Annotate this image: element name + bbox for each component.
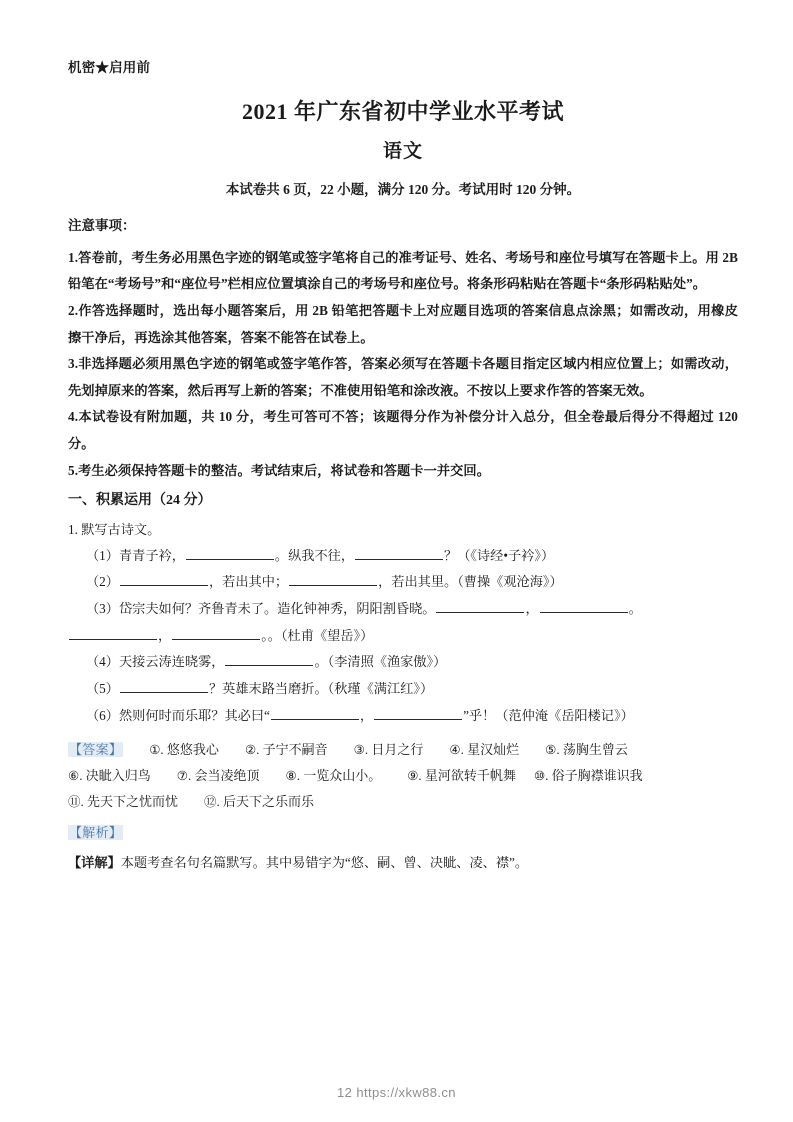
- answer-marker: ⑨: [407, 769, 419, 784]
- answer-marker: ⑩: [533, 769, 546, 784]
- answer-marker: ⑫: [204, 795, 217, 810]
- confidential-label: 机密★启用前: [68, 60, 151, 75]
- answer-marker: ⑪: [68, 795, 81, 810]
- answer-blank[interactable]: [186, 546, 274, 560]
- answer-marker: ⑦: [176, 769, 188, 784]
- notice-item: 4.本试卷设有附加题，共 10 分，考生可答可不答；该题得分作为补偿分计入总分，但全卷最后得分不得超过 120 分。: [68, 409, 738, 452]
- sub-question-6-text-b: ，: [359, 707, 374, 723]
- sub-question-4-text-b: 。（李清照《渔家傲》）: [314, 654, 447, 670]
- sub-question-1-text-c: ？（《诗经•子衿》）: [444, 547, 555, 563]
- answer-block: [68, 737, 738, 815]
- sub-question-3-text-d: ，: [158, 627, 172, 643]
- answer-text: . 日月之行: [364, 742, 424, 758]
- answer-item: [68, 768, 151, 783]
- sub-question-3-text-e: 。。（杜甫《望岳》）: [261, 627, 374, 643]
- sub-question-1-text-a: （1）青青子衿，: [86, 547, 185, 563]
- sub-question-6-text-c: ”乎！（范仲淹《岳阳楼记》）: [463, 707, 634, 723]
- answer-blank[interactable]: [355, 546, 443, 560]
- answer-text: . 后天下之乐而乐: [216, 794, 315, 810]
- answer-item: [285, 768, 381, 783]
- sub-question-3-text-b: ，: [525, 601, 539, 617]
- answer-text: . 荡胸生曾云: [556, 742, 628, 758]
- detail-label: 【详解】: [68, 855, 121, 871]
- answer-item: [545, 742, 628, 757]
- answer-item: [68, 794, 178, 809]
- answer-marker: ⑤: [545, 743, 557, 758]
- sub-question-3-continuation: [68, 623, 738, 650]
- analysis-detail: [68, 850, 738, 876]
- answer-text: . 先天下之忧而忧: [80, 794, 179, 810]
- sub-question-3: [68, 596, 738, 623]
- answer-tag: 【答案】: [69, 742, 123, 758]
- sub-question-2-text-c: ，若出其里。（曹操《观沧海》）: [378, 574, 563, 590]
- answer-item: [149, 742, 219, 757]
- notice-item: 2.作答选择题时，选出每小题答案后，用 2B 铅笔把答题卡上对应题目选项的答案信息点涂黑；如需改动，用橡皮擦干净后，再选涂其他答案，答案不能答在试卷上。: [68, 302, 738, 345]
- answer-text: . 悠悠我心: [160, 742, 219, 758]
- answer-text: . 一览众山小。: [296, 768, 382, 784]
- answer-marker: ④: [449, 743, 461, 758]
- answer-blank[interactable]: [120, 573, 208, 587]
- page-title: 2021 年广东省初中学业水平考试: [241, 99, 564, 125]
- exam-meta: 本试卷共 6 页，22 小题，满分 120 分。考试用时 120 分钟。: [225, 182, 581, 198]
- answer-item-wrapped: [534, 768, 643, 783]
- answer-item: [204, 794, 314, 809]
- notice-item: 3.非选择题必须用黑色字迹的钢笔或签字笔作答，答案必须写在答题卡各题目指定区域内相应位置上；如需改动，先划掉原来的答案，然后再写上新的答案；不准使用铅笔和涂改液。不按以上要求作答的答案无效。: [68, 356, 738, 398]
- answer-item: [177, 768, 260, 783]
- answer-item: [245, 742, 328, 757]
- answer-blank[interactable]: [172, 626, 260, 640]
- answer-marker: ②: [244, 743, 257, 758]
- answer-marker: ①: [149, 743, 161, 758]
- sub-question-4: [68, 649, 738, 676]
- answer-blank[interactable]: [271, 706, 359, 720]
- answer-blank[interactable]: [289, 573, 377, 587]
- answer-blank[interactable]: [436, 600, 524, 614]
- answer-blank[interactable]: [540, 600, 628, 614]
- detail-text: 本题考查名句名篇默写。其中易错字为“悠、嗣、曾、决眦、凌、襟”。: [120, 855, 529, 871]
- answer-item: [407, 768, 516, 783]
- answer-marker: ③: [353, 743, 365, 758]
- sub-question-2: [68, 569, 738, 596]
- answer-text: . 星河欲转千帆舞: [418, 768, 516, 784]
- sub-question-2-text-a: （2）: [86, 574, 119, 590]
- sub-question-5: [68, 676, 738, 703]
- answer-marker: ⑧: [285, 769, 297, 784]
- sub-question-1: [68, 543, 738, 570]
- sub-question-5-text-b: ？英雄末路当磨折。（秋瑾《满江红》）: [208, 681, 434, 697]
- sub-question-1-text-b: 。纵我不往，: [274, 547, 355, 563]
- answer-item: [449, 742, 519, 757]
- footer-watermark: 12 https://xkw88.cn: [337, 1085, 456, 1100]
- sub-question-2-text-b: ，若出其中；: [208, 574, 289, 590]
- answer-text: . 俗子胸襟谁识我: [545, 768, 643, 784]
- notice-heading: 注意事项：: [68, 217, 136, 233]
- answer-text: . 子宁不嗣音: [256, 742, 328, 758]
- subject-title: 语文: [382, 140, 423, 162]
- answer-line-2: [68, 763, 738, 815]
- answer-line-1: [68, 737, 738, 763]
- answer-text: . 决眦入归鸟: [79, 768, 151, 784]
- analysis-tag-line: [68, 821, 738, 846]
- answer-blank[interactable]: [225, 653, 313, 667]
- answer-blank[interactable]: [374, 706, 462, 720]
- answer-blank[interactable]: [69, 626, 157, 640]
- analysis-tag: 【解析】: [69, 825, 123, 841]
- sub-question-6-text-a: （6）然则何时而乐耶？其必曰“: [86, 707, 270, 723]
- notice-item: 1.答卷前，考生务必用黑色字迹的钢笔或签字笔将自己的准考证号、姓名、考场号和座位号填写在答题卡上。用 2B 铅笔在“考场号”和“座位号”栏相应位置填涂自己的考场号和座位号。将条形码粘贴在答题卡“条形码粘贴处”。: [68, 249, 738, 292]
- sub-question-6: [68, 703, 738, 730]
- answer-text: . 星汉灿烂: [460, 742, 520, 758]
- sub-question-3-text-c: 。: [628, 601, 642, 617]
- sub-question-4-text-a: （4）天接云涛连晓雾，: [86, 654, 225, 670]
- sub-question-3-text-a: （3）岱宗夫如何？齐鲁青未了。造化钟神秀，阴阳割昏晓。: [86, 601, 436, 617]
- section-heading: 一、积累运用（24 分）: [68, 493, 212, 509]
- notice-item: 5.考生必须保持答题卡的整洁。考试结束后，将试卷和答题卡一并交回。: [68, 462, 490, 478]
- question-1-stem: 1. 默写古诗文。: [68, 522, 161, 538]
- answer-marker: ⑥: [68, 769, 80, 784]
- answer-item: [354, 742, 424, 757]
- answer-blank[interactable]: [120, 680, 208, 694]
- sub-question-5-text-a: （5）: [86, 681, 119, 697]
- answer-text: . 会当凌绝顶: [187, 768, 260, 784]
